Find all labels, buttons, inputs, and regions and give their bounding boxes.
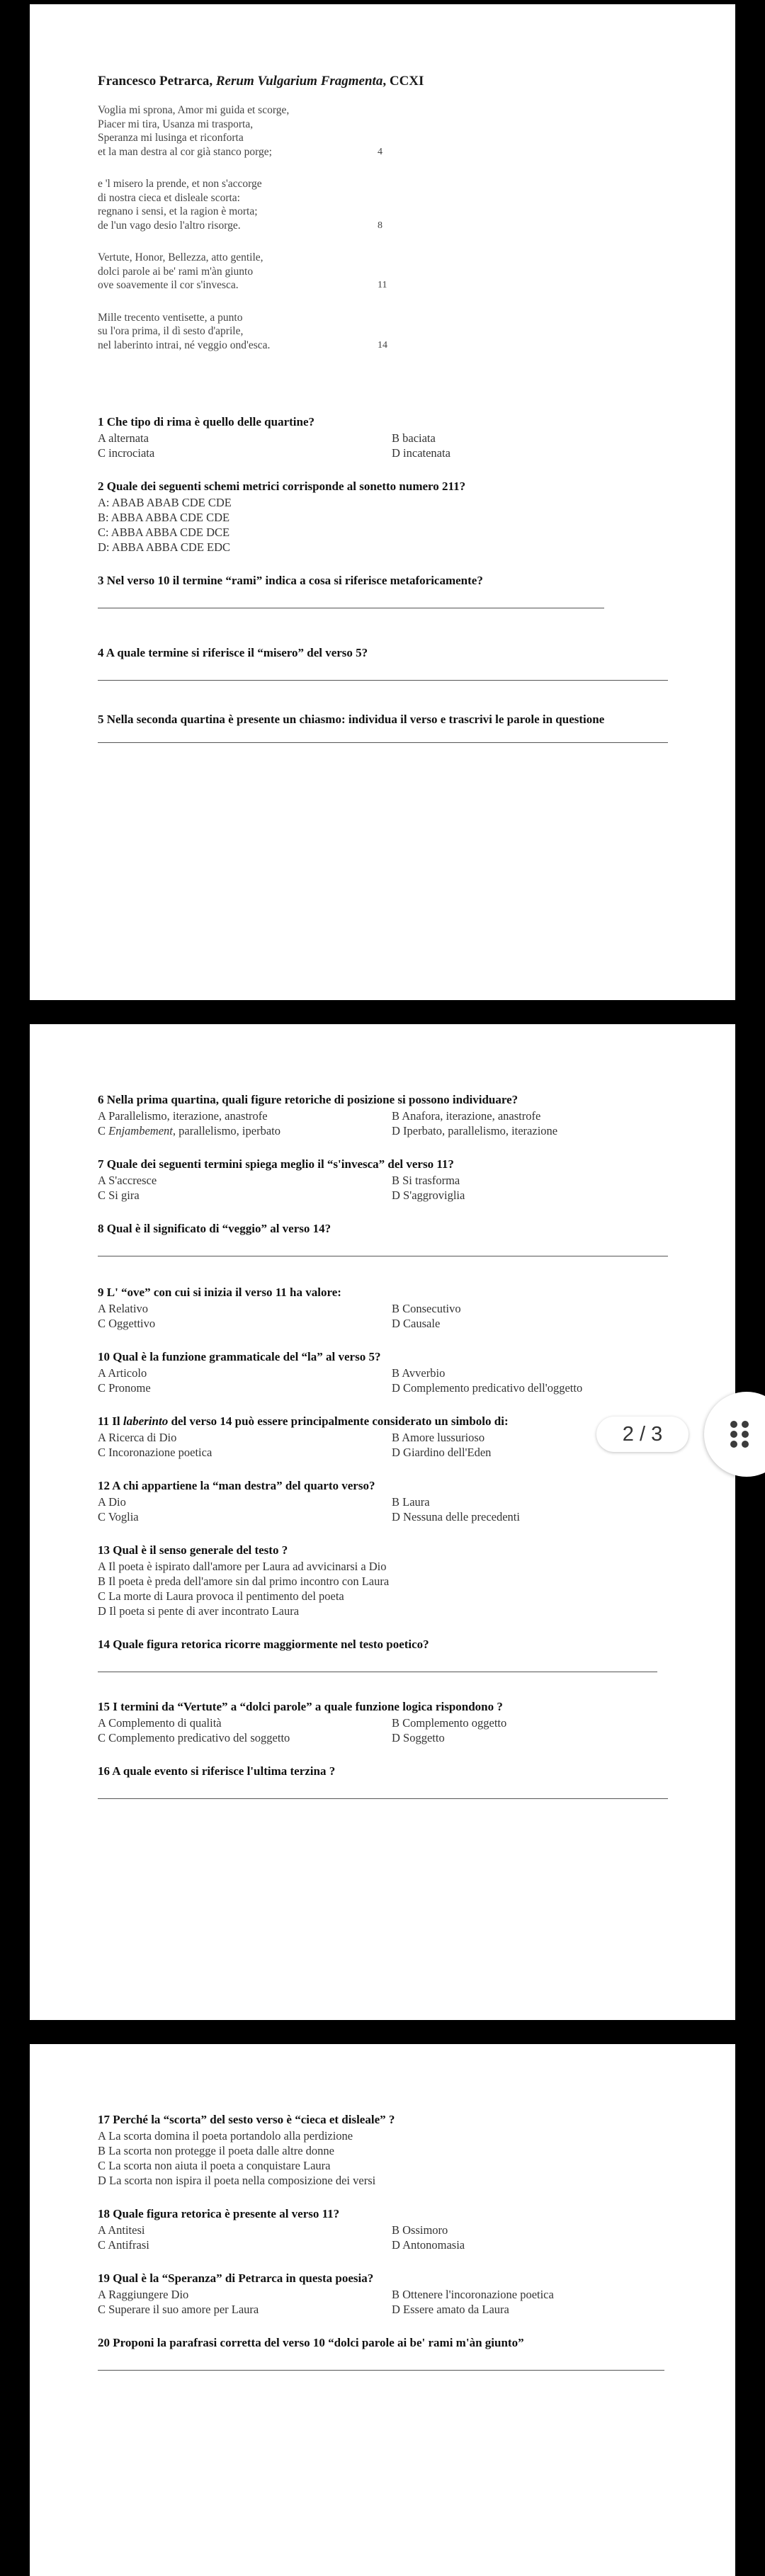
verse-line: de l'un vago desio l'altro risorge. 8 [98,219,382,232]
question-14 [98,1637,676,1672]
question-title: 4 A quale termine si riferisce il “misero” del verso 5? [98,646,368,659]
question-title: 16 A quale evento si riferisce l'ultima terzina ? [98,1764,336,1778]
question-1 [98,414,676,460]
option-c: C Complemento predicativo del soggetto [98,1731,290,1744]
option-c: C Si gira [98,1188,140,1202]
question-5 [98,712,676,743]
option-b: B Avverbio [392,1366,446,1380]
question-11 [98,1414,676,1460]
verse-line: di nostra cieca et disleale scorta: [98,191,240,204]
question-title: 6 Nella prima quartina, quali figure retoriche di posizione si possono individuare? [98,1093,518,1106]
option-a: A S'accresce [98,1174,157,1187]
line-number: 4 [378,146,382,157]
option-a: A Dio [98,1495,126,1509]
verse-line: regnano i sensi, et la ragion è morta; [98,205,258,217]
poem-title: Francesco Petrarca, Rerum Vulgarium Fragmenta, CCXI [98,74,424,89]
option-d: D Essere amato da Laura [392,2303,509,2316]
line-number: 11 [378,280,387,290]
option-d: D Soggetto [392,1731,445,1744]
option-d: D S'aggroviglia [392,1188,465,1202]
question-4 [98,645,676,681]
option-b: B Si trasforma [392,1174,460,1187]
question-title: 18 Quale figura retorica è presente al verso 11? [98,2207,340,2220]
option-a: A Relativo [98,1302,149,1315]
option-a: A Antitesi [98,2223,145,2237]
answer-line [98,1798,668,1799]
line-number: 8 [378,220,382,231]
page-indicator: 2 / 3 [596,1417,688,1452]
question-title: 1 Che tipo di rima è quello delle quartine? [98,415,314,429]
option-c: C incrociata [98,446,155,460]
verse-line: su l'ora prima, il dì sesto d'aprile, [98,325,244,337]
option-c: C: ABBA ABBA CDE DCE [98,526,230,539]
option-d: D Giardino dell'Eden [392,1446,492,1459]
option-a: A Articolo [98,1366,147,1380]
option-a: A alternata [98,431,149,445]
question-title: 14 Quale figura retorica ricorre maggiormente nel testo poetico? [98,1638,429,1651]
question-title: 19 Qual è la “Speranza” di Petrarca in questa poesia? [98,2271,374,2285]
option-c: C Oggettivo [98,1317,156,1330]
stanza-1 [98,103,676,159]
option-b: B Ossimoro [392,2223,448,2237]
option-b: B: ABBA ABBA CDE CDE [98,511,230,524]
question-10 [98,1349,676,1395]
verse-line: et la man destra al cor già stanco porge; 4 [98,145,382,158]
option-a: A Il poeta è ispirato dall'amore per Laura ad avvicinarsi a Dio [98,1560,387,1573]
question-17 [98,2112,676,2188]
question-title: 11 Il laberinto del verso 14 può essere principalmente considerato un simbolo di: [98,1414,509,1428]
option-b: B Il poeta è preda dell'amore sin dal primo incontro con Laura [98,1574,390,1588]
option-d: D La scorta non ispira il poeta nella composizione dei versi [98,2174,376,2187]
question-title: 7 Quale dei seguenti termini spiega meglio il “s'invesca” del verso 11? [98,1157,454,1171]
option-d: D: ABBA ABBA CDE EDC [98,540,231,554]
document-page-1 [30,4,735,1000]
option-b: B Laura [392,1495,430,1509]
question-15 [98,1699,676,1745]
option-b: B Complemento oggetto [392,1716,507,1730]
option-c: C Pronome [98,1381,151,1395]
question-2 [98,479,676,555]
question-title: 2 Quale dei seguenti schemi metrici corrisponde al sonetto numero 211? [98,480,466,493]
option-d: D Iperbato, parallelismo, iterazione [392,1124,558,1137]
document-page-3 [30,2044,735,2576]
verse-line: Voglia mi sprona, Amor mi guida et scorge, [98,104,290,116]
option-d: D Causale [392,1317,441,1330]
verse-line: nel laberinto intrai, né veggio ond'esca. 14 [98,339,387,351]
option-b: B Consecutivo [392,1302,461,1315]
stanza-2 [98,177,676,232]
option-a: A Complemento di qualità [98,1716,222,1730]
verse-line: dolci parole ai be' rami m'àn giunto [98,265,254,278]
question-7 [98,1157,676,1203]
stanza-4 [98,311,676,353]
option-a: A Parallelismo, iterazione, anastrofe [98,1109,268,1123]
question-title: 13 Qual è il senso generale del testo ? [98,1543,288,1557]
option-b: B baciata [392,431,436,445]
question-16 [98,1764,676,1799]
option-d: D Il poeta si pente di aver incontrato Laura [98,1604,300,1618]
question-13 [98,1543,676,1618]
answer-line [98,742,668,743]
document-page-2 [30,1024,735,2020]
answer-line [98,680,668,681]
question-3 [98,573,676,608]
drag-dots-icon [730,1420,749,1448]
verse-line: ove soavemente il cor s'invesca. 11 [98,279,387,291]
question-18 [98,2206,676,2252]
question-title: 10 Qual è la funzione grammaticale del “la” al verso 5? [98,1350,381,1363]
answer-line [98,2370,664,2371]
question-9 [98,1285,676,1331]
verse-line: Piacer mi tira, Usanza mi trasporta, [98,118,254,130]
question-title: 8 Qual è il significato di “veggio” al verso 14? [98,1222,332,1235]
option-c: C La morte di Laura provoca il pentimento del poeta [98,1589,344,1603]
option-c: C Antifrasi [98,2238,149,2252]
option-d: D incatenata [392,446,450,460]
option-c: C Enjambement, parallelismo, iperbato [98,1124,280,1137]
verse-line: e 'l misero la prende, et non s'accorge [98,178,262,190]
question-title: 12 A chi appartiene la “man destra” del quarto verso? [98,1479,375,1492]
option-b: B Anafora, iterazione, anastrofe [392,1109,541,1123]
option-c: C Incoronazione poetica [98,1446,212,1459]
stanza-3 [98,251,676,293]
question-title: 17 Perché la “scorta” del sesto verso è “cieca et disleale” ? [98,2113,395,2126]
line-number: 14 [378,339,387,351]
question-6 [98,1092,676,1138]
question-19 [98,2271,676,2317]
option-b: B La scorta non protegge il poeta dalle altre donne [98,2144,335,2157]
option-c: C La scorta non aiuta il poeta a conquistare Laura [98,2159,331,2172]
question-12 [98,1478,676,1524]
question-title: 15 I termini da “Vertute” a “dolci parole” a quale funzione logica rispondono ? [98,1700,503,1713]
question-8 [98,1221,676,1256]
option-c: C Superare il suo amore per Laura [98,2303,259,2316]
option-b: B Ottenere l'incoronazione poetica [392,2288,554,2301]
option-d: D Nessuna delle precedenti [392,1510,520,1524]
question-title: 5 Nella seconda quartina è presente un chiasmo: individua il verso e trascrivi le parole in questione [98,713,605,726]
option-b: B Amore lussurioso [392,1431,485,1444]
question-title: 20 Proponi la parafrasi corretta del verso 10 “dolci parole ai be' rami m'àn giunto” [98,2336,524,2349]
verse-line: Speranza mi lusinga et riconforta [98,132,244,144]
verse-line: Vertute, Honor, Bellezza, atto gentile, [98,251,264,263]
question-title: 9 L' “ove” con cui si inizia il verso 11 ha valore: [98,1286,341,1299]
option-a: A Ricerca di Dio [98,1431,177,1444]
option-a: A La scorta domina il poeta portandolo alla perdizione [98,2129,353,2143]
question-20 [98,2335,676,2371]
option-c: C Voglia [98,1510,139,1524]
option-a: A: ABAB ABAB CDE CDE [98,496,232,509]
verse-line: Mille trecento ventisette, a punto [98,311,243,324]
option-a: A Raggiungere Dio [98,2288,189,2301]
option-d: D Complemento predicativo dell'oggetto [392,1381,583,1395]
question-title: 3 Nel verso 10 il termine “rami” indica a cosa si riferisce metaforicamente? [98,574,483,587]
option-d: D Antonomasia [392,2238,465,2252]
